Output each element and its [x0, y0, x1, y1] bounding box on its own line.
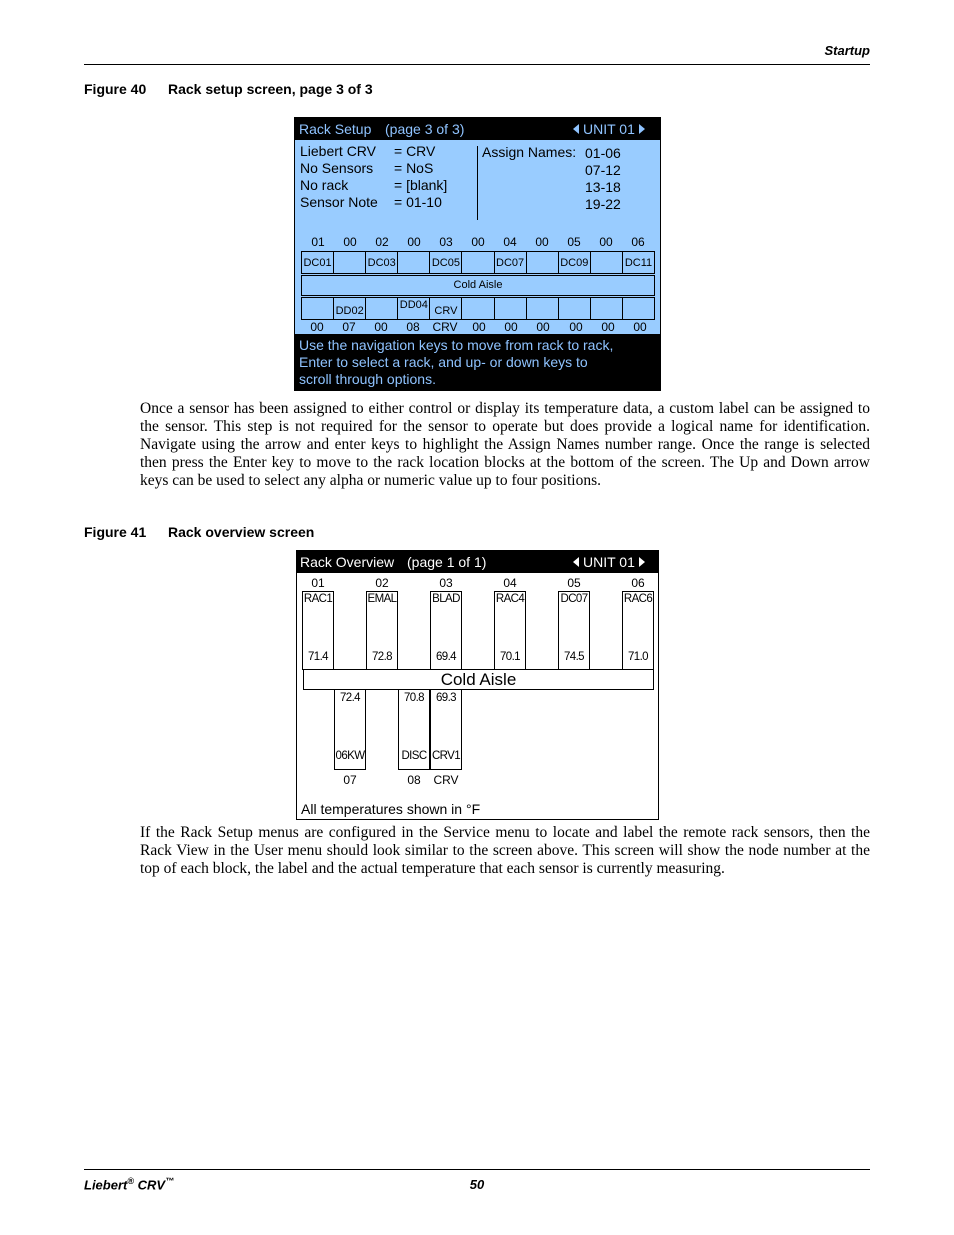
legend-name: Sensor Note — [300, 194, 378, 210]
instructions-panel — [295, 334, 660, 391]
instruction-line: Use the navigation keys to move from rack to rack, — [299, 337, 614, 353]
rack-temperature: 71.4 — [308, 651, 328, 663]
node-number: CRV — [432, 320, 458, 334]
rack-block[interactable] — [366, 591, 398, 670]
cold-aisle-bar: Cold Aisle — [303, 669, 654, 690]
rack-cell[interactable] — [334, 252, 366, 273]
rack-cell[interactable] — [462, 298, 494, 319]
node-number: 00 — [569, 320, 583, 334]
brand-name: Liebert — [84, 1177, 128, 1193]
running-header: Startup — [824, 43, 870, 58]
figure-title: Rack overview screen — [168, 524, 315, 540]
rack-cell[interactable] — [398, 252, 430, 273]
node-number: 00 — [535, 235, 549, 249]
rack-block[interactable] — [334, 689, 366, 770]
node-number: 00 — [633, 320, 647, 334]
node-number: 01 — [311, 576, 325, 590]
node-number: 06 — [631, 235, 645, 249]
rack-label: CRV1 — [431, 750, 461, 762]
node-number: 00 — [407, 235, 421, 249]
legend-value: = [blank] — [394, 177, 448, 193]
rack-cell[interactable]: DD02 — [334, 298, 366, 319]
rack-block[interactable] — [494, 591, 526, 670]
unit-selector[interactable] — [573, 121, 645, 137]
node-number: 00 — [374, 320, 388, 334]
rack-cell[interactable] — [527, 252, 559, 273]
rack-cell[interactable] — [462, 252, 494, 273]
assign-range[interactable]: 13-18 — [585, 179, 621, 195]
rack-cell[interactable] — [591, 298, 623, 319]
rack-block[interactable] — [430, 689, 462, 770]
legend-divider — [477, 146, 478, 220]
node-number: 00 — [472, 320, 486, 334]
node-number: 00 — [536, 320, 550, 334]
screen-title-bar — [295, 118, 660, 140]
rack-cell[interactable]: DC09 — [559, 252, 591, 273]
rack-cell[interactable]: DD04 — [398, 298, 430, 319]
assign-range[interactable]: 19-22 — [585, 196, 621, 212]
temperature-unit-note: All temperatures shown in °F — [301, 801, 481, 817]
node-number: 08 — [406, 320, 420, 334]
node-number: 00 — [601, 320, 615, 334]
rack-label: DISC — [401, 750, 427, 762]
rack-label: RAC6 — [623, 593, 653, 605]
product-name: CRV — [137, 1177, 166, 1193]
instruction-line: scroll through options. — [299, 371, 436, 387]
page-number: 50 — [469, 1177, 485, 1192]
rack-temperature: 70.1 — [500, 651, 520, 663]
node-number: 00 — [504, 320, 518, 334]
legend-value: = NoS — [394, 160, 434, 176]
legend-name: No Sensors — [300, 160, 374, 176]
body-paragraph: If the Rack Setup menus are configured in the Service menu to locate and label the remote rack sensors, then the Rack View in the User menu should look similar to the screen above. This screen will show the node number at the top of each block, the label and the actual temperature that each sensor is currently measuring. — [140, 824, 870, 877]
figure-number: Figure 41 — [84, 524, 147, 540]
rack-label: DC07 — [560, 593, 588, 605]
rack-cell[interactable] — [623, 298, 654, 319]
rack-temperature: 70.8 — [404, 692, 424, 704]
screen-title-bar — [297, 551, 658, 573]
legend-name: Liebert CRV — [300, 143, 377, 159]
rack-block[interactable] — [430, 591, 462, 670]
node-number: 03 — [439, 576, 453, 590]
figure-40-caption — [84, 81, 373, 97]
node-number: CRV — [433, 773, 459, 787]
assign-names-label[interactable]: Assign Names: — [482, 144, 577, 160]
rack-cell[interactable] — [302, 298, 334, 319]
node-number: 05 — [567, 576, 581, 590]
rack-block[interactable] — [622, 591, 654, 670]
figure-title: Rack setup screen, page 3 of 3 — [168, 81, 373, 97]
rack-cell[interactable]: DC07 — [495, 252, 527, 273]
registered-mark: ® — [127, 1176, 134, 1186]
rack-block[interactable] — [398, 689, 430, 770]
footer-product — [84, 1176, 174, 1192]
header-rule — [84, 64, 870, 65]
arrow-right-icon[interactable] — [639, 124, 645, 134]
unit-label: UNIT 01 — [583, 121, 635, 137]
rack-temperature: 74.5 — [564, 651, 584, 663]
rack-temperature: 71.0 — [628, 651, 648, 663]
top-rack-row — [301, 251, 655, 274]
screen-page: (page 1 of 1) — [407, 554, 487, 570]
rack-label: BLAD — [432, 593, 460, 605]
legend-value: = CRV — [394, 143, 436, 159]
rack-temperature: 69.3 — [436, 692, 456, 704]
rack-cell[interactable] — [366, 298, 398, 319]
rack-block[interactable] — [302, 591, 334, 670]
node-number: 01 — [311, 235, 325, 249]
rack-overview-screen — [296, 550, 659, 820]
rack-setup-screen — [294, 117, 661, 391]
instruction-line: Enter to select a rack, and up- or down keys to — [299, 354, 588, 370]
figure-number: Figure 40 — [84, 81, 147, 97]
rack-cell[interactable] — [527, 298, 559, 319]
unit-selector[interactable] — [573, 554, 645, 570]
rack-block[interactable] — [558, 591, 590, 670]
figure-41-caption — [84, 524, 314, 540]
assign-range[interactable]: 01-06 — [585, 145, 621, 161]
rack-temperature: 69.4 — [436, 651, 456, 663]
node-number: 00 — [471, 235, 485, 249]
body-paragraph: Once a sensor has been assigned to either control or display its temperature data, a custom label can be assigned to the sensor. This step is not required for the sensor to operate but does provide a logical name for identification. Navigate using the arrow and enter keys to highlight the Assign Names number range. Once the range is selected then press the Enter key to move to the rack location blocks at the bottom of the screen. The Up and Down arrow keys can be used to select any alpha or numeric value up to four positions. — [140, 400, 870, 489]
rack-label: EMAL — [367, 593, 397, 605]
assign-range[interactable]: 07-12 — [585, 162, 621, 178]
node-number: 05 — [567, 235, 581, 249]
node-number: 00 — [343, 235, 357, 249]
legend-name: No rack — [300, 177, 349, 193]
node-number: 08 — [407, 773, 421, 787]
legend-value: = 01-10 — [394, 194, 442, 210]
node-number: 03 — [439, 235, 453, 249]
node-number: 02 — [375, 576, 389, 590]
node-number: 07 — [342, 320, 356, 334]
rack-label: 06KW — [335, 750, 365, 762]
rack-label: RAC4 — [495, 593, 525, 605]
rack-temperature: 72.4 — [340, 692, 360, 704]
rack-temperature: 72.8 — [372, 651, 392, 663]
screen-title: Rack Setup — [299, 121, 372, 137]
rack-cell[interactable]: DC03 — [366, 252, 398, 273]
rack-cell[interactable]: DC01 — [302, 252, 334, 273]
trademark-mark: ™ — [165, 1176, 175, 1186]
arrow-left-icon[interactable] — [573, 557, 579, 567]
node-number: 04 — [503, 235, 517, 249]
rack-cell[interactable] — [559, 298, 591, 319]
cold-aisle-bar: Cold Aisle — [301, 275, 655, 296]
arrow-right-icon[interactable] — [639, 557, 645, 567]
screen-title: Rack Overview — [300, 554, 395, 570]
rack-cell[interactable]: CRV — [430, 298, 462, 319]
node-number: 02 — [375, 235, 389, 249]
screen-page: (page 3 of 3) — [385, 121, 465, 137]
unit-label: UNIT 01 — [583, 554, 635, 570]
node-number: 06 — [631, 576, 645, 590]
bottom-rack-row — [301, 297, 655, 320]
rack-cell[interactable] — [495, 298, 527, 319]
arrow-left-icon[interactable] — [573, 124, 579, 134]
node-number: 00 — [599, 235, 613, 249]
node-number: 04 — [503, 576, 517, 590]
rack-cell[interactable]: DC11 — [624, 256, 653, 269]
footer-rule — [84, 1169, 870, 1170]
rack-label: RAC1 — [303, 593, 333, 605]
rack-cell[interactable]: DC05 — [430, 252, 462, 273]
node-number: 07 — [343, 773, 357, 787]
node-number: 00 — [310, 320, 324, 334]
rack-cell[interactable] — [591, 252, 623, 273]
